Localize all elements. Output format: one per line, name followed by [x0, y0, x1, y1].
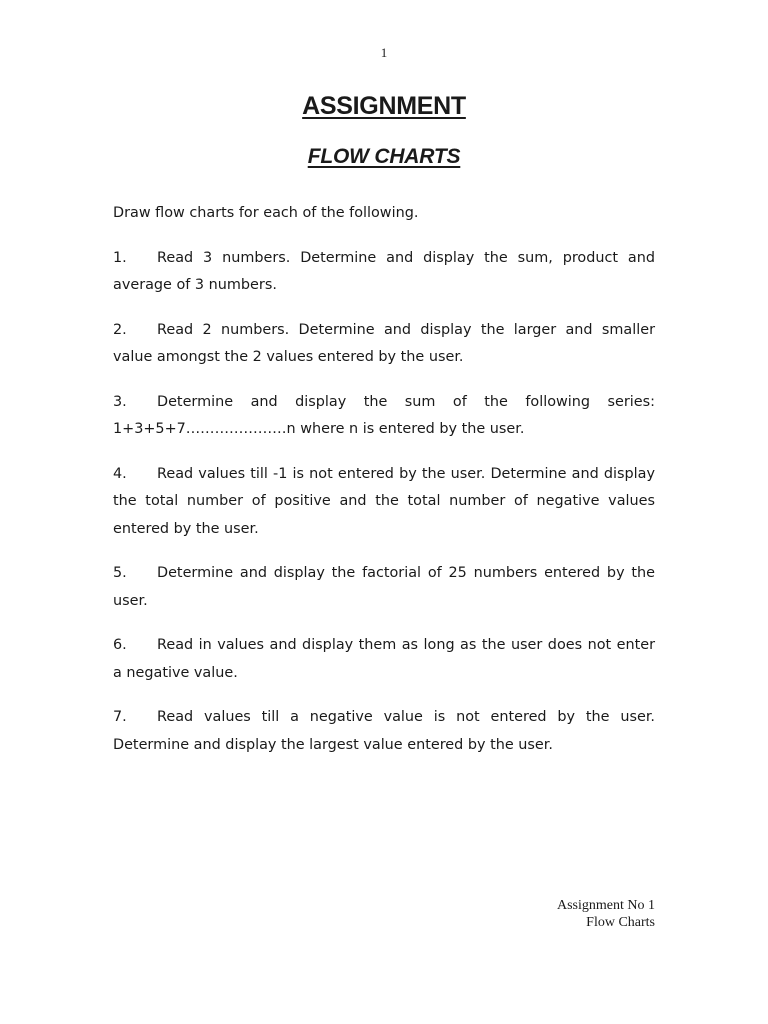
list-item — [113, 632, 655, 687]
item-text: Read in values and display them as long as the user does not enter a negative value. — [113, 637, 655, 681]
footer-assignment-number: Assignment No 1 — [557, 898, 655, 913]
list-item — [113, 560, 655, 615]
item-text: Read values till a negative value is not entered by the user. Determine and display the largest value entered by the user. — [113, 709, 655, 753]
list-item — [113, 317, 655, 372]
list-item — [113, 461, 655, 544]
item-number: 7. — [113, 709, 127, 725]
item-text: Determine and display the sum of the following series: 1+3+5+7…………………n where n is entered by the user. — [113, 393, 655, 437]
footer-topic: Flow Charts — [586, 915, 655, 930]
page-number: 1 — [380, 45, 388, 60]
item-number: 1. — [113, 249, 127, 266]
item-text: Read 2 numbers. Determine and display the larger and smaller value amongst the 2 values entered by the user. — [113, 321, 655, 365]
list-item — [113, 389, 655, 444]
page-footer — [557, 897, 655, 931]
item-text: Read 3 numbers. Determine and display the sum, product and average of 3 numbers. — [113, 249, 655, 293]
item-number: 5. — [113, 565, 127, 581]
assignment-body — [113, 200, 655, 776]
page-title: ASSIGNMENT — [302, 92, 466, 120]
item-number: 2. — [113, 321, 127, 338]
list-item — [113, 245, 655, 300]
item-text: Determine and display the factorial of 25 numbers entered by the user. — [113, 565, 655, 609]
item-number: 4. — [113, 465, 127, 482]
page-subtitle: FLOW CHARTS — [307, 145, 461, 168]
intro-text: Draw flow charts for each of the following. — [113, 205, 419, 221]
item-number: 3. — [113, 393, 127, 410]
item-number: 6. — [113, 637, 127, 653]
list-item — [113, 704, 655, 759]
item-text: Read values till -1 is not entered by the user. Determine and display the total number of positive and the total number of negative values entered by the user. — [113, 465, 655, 537]
